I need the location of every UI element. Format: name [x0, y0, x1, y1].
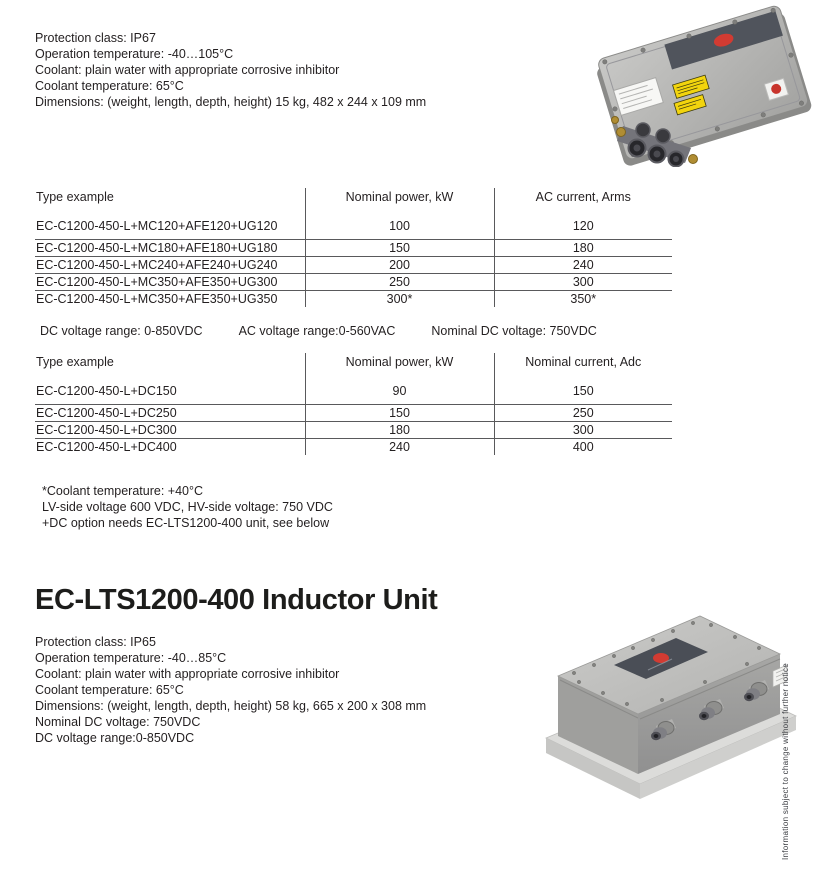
cell-power: 150 [305, 404, 494, 421]
spec-dc-voltage-range: DC voltage range:0-850VDC [35, 731, 195, 745]
dc-voltage-range: DC voltage range: 0-850VDC [40, 324, 203, 338]
column-header-ac-current: AC current, Arms [494, 188, 672, 214]
cell-power: 90 [305, 379, 494, 404]
column-header-nominal-current: Nominal current, Adc [494, 353, 672, 379]
cell-current: 350* [494, 290, 672, 307]
cell-power: 200 [305, 256, 494, 273]
cell-type: EC-C1200-450-L+MC120+AFE120+UG120 [36, 219, 278, 234]
spec-coolant: Coolant: plain water with appropriate corrosive inhibitor [35, 667, 340, 681]
table-row [35, 239, 672, 256]
inverter-unit-illustration [585, 2, 830, 167]
cell-power: 100 [305, 214, 494, 239]
table-row [35, 256, 672, 273]
cell-type: EC-C1200-450-L+DC150 [36, 384, 177, 399]
cell-current: 250 [494, 404, 672, 421]
inverter-unit-photo [585, 2, 830, 172]
cell-current: 300 [494, 421, 672, 438]
footnote-lv-hv: LV-side voltage 600 VDC, HV-side voltage: 750 VDC [42, 500, 333, 514]
ac-voltage-range: AC voltage range:0-560VAC [238, 324, 396, 338]
cell-current: 300 [494, 273, 672, 290]
inverter-spec-block [35, 30, 426, 110]
dc-option-table [35, 353, 672, 455]
cell-power: 180 [305, 421, 494, 438]
cell-type: EC-C1200-450-L+DC300 [35, 421, 305, 438]
cell-type: EC-C1200-450-L+DC400 [35, 438, 305, 455]
cell-current: 150 [494, 379, 672, 404]
cell-power: 150 [305, 239, 494, 256]
table-row [35, 421, 672, 438]
cell-current: 180 [494, 239, 672, 256]
table-row [35, 214, 672, 239]
footnote-dc-option: +DC option needs EC-LTS1200-400 unit, see below [42, 516, 330, 530]
table-header-row [35, 353, 672, 379]
voltage-summary-line [40, 324, 597, 338]
cell-type: EC-C1200-450-L+MC240+AFE240+UG240 [35, 256, 305, 273]
cell-type: EC-C1200-450-L+MC350+AFE350+UG350 [35, 290, 305, 307]
column-header-type-example: Type example [36, 190, 114, 204]
cell-type: EC-C1200-450-L+MC180+AFE180+UG180 [35, 239, 305, 256]
nominal-dc-voltage: Nominal DC voltage: 750VDC [431, 324, 597, 338]
side-note-disclaimer: Information subject to change without further notice [781, 662, 790, 860]
cell-power: 300* [305, 290, 494, 307]
spec-dimensions: Dimensions: (weight, length, depth, height) 58 kg, 665 x 200 x 308 mm [35, 699, 427, 713]
table-header-row [35, 188, 672, 214]
cell-type: EC-C1200-450-L+MC350+AFE350+UG300 [35, 273, 305, 290]
table-row [35, 404, 672, 421]
column-header-nominal-power: Nominal power, kW [305, 188, 494, 214]
spec-protection-class: Protection class: IP65 [35, 635, 156, 649]
footnotes-block [42, 483, 333, 531]
cell-power: 250 [305, 273, 494, 290]
spec-operation-temperature: Operation temperature: -40…85°C [35, 651, 227, 665]
spec-coolant-temperature: Coolant temperature: 65°C [35, 683, 184, 697]
page-title-inductor-unit: EC-LTS1200-400 Inductor Unit [35, 584, 438, 616]
column-header-type-example: Type example [36, 355, 114, 369]
table-row [35, 379, 672, 404]
spec-operation-temperature: Operation temperature: -40…105°C [35, 47, 234, 61]
cell-current: 400 [494, 438, 672, 455]
spec-coolant: Coolant: plain water with appropriate corrosive inhibitor [35, 63, 340, 77]
table-row [35, 273, 672, 290]
spec-coolant-temperature: Coolant temperature: 65°C [35, 79, 184, 93]
inductor-spec-block [35, 634, 426, 746]
cell-type: EC-C1200-450-L+DC250 [35, 404, 305, 421]
spec-dimensions: Dimensions: (weight, length, depth, height) 15 kg, 482 x 244 x 109 mm [35, 95, 427, 109]
cell-current: 120 [494, 214, 672, 239]
cell-current: 240 [494, 256, 672, 273]
table-row [35, 290, 672, 307]
inverter-combinations-table [35, 188, 672, 307]
spec-nominal-dc-voltage: Nominal DC voltage: 750VDC [35, 715, 201, 729]
spec-protection-class: Protection class: IP67 [35, 31, 156, 45]
table-row [35, 438, 672, 455]
inductor-unit-illustration [518, 588, 803, 808]
column-header-nominal-power: Nominal power, kW [305, 353, 494, 379]
footnote-coolant: *Coolant temperature: +40°C [42, 484, 203, 498]
cell-power: 240 [305, 438, 494, 455]
inductor-unit-photo [518, 588, 803, 813]
